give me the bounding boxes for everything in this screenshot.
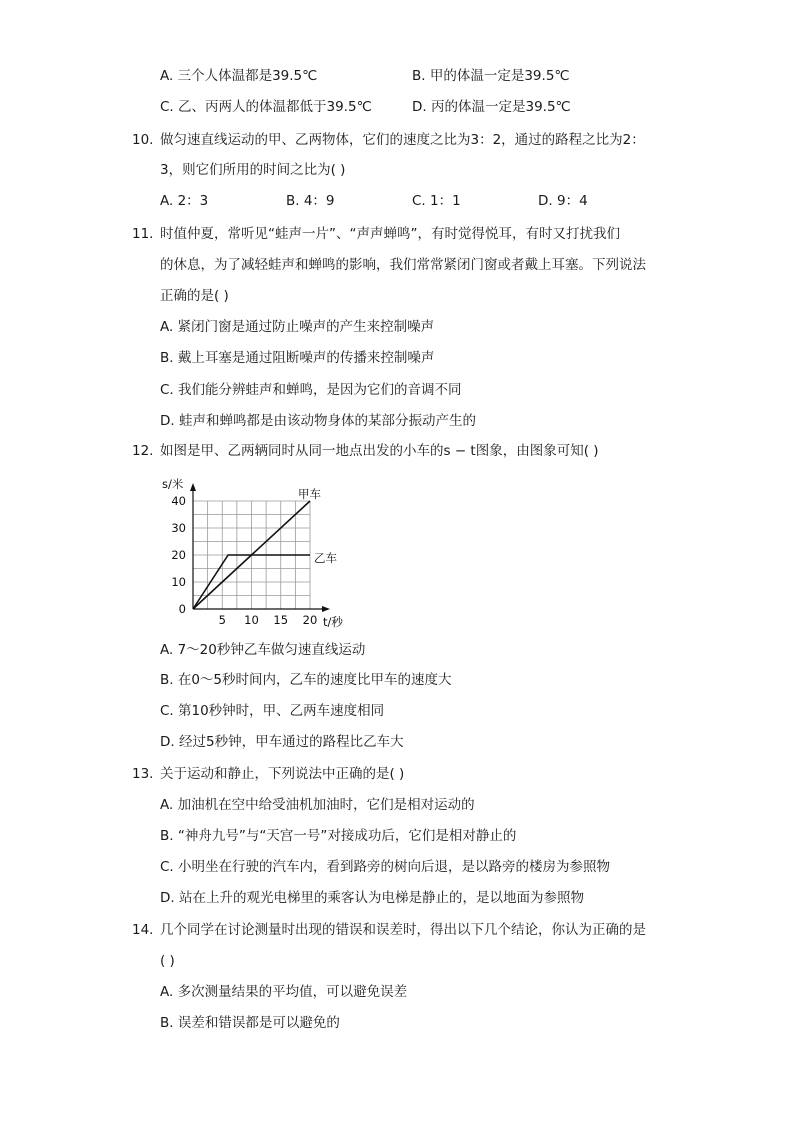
x-tick-label: 5 [218, 613, 226, 627]
q10-line-2: 3，则它们所用的时间之比为( ) [160, 162, 346, 178]
q12-option-c: C. 第10秒钟时，甲、乙两车速度相同 [160, 703, 385, 719]
q9-option-a: A. 三个人体温都是39.5℃ [160, 68, 318, 84]
q13-number: 13. [132, 766, 154, 782]
q12-option-b: B. 在0～5秒时间内，乙车的速度比甲车的速度大 [160, 672, 452, 688]
q9-option-c: C. 乙、丙两人的体温都低于39.5℃ [160, 99, 372, 115]
x-axis-arrow [322, 606, 330, 612]
x-axis-label: t/秒 [323, 615, 343, 629]
q11-option-c: C. 我们能分辨蛙声和蝉鸣，是因为它们的音调不同 [160, 382, 462, 398]
q10-option-b: B. 4：9 [286, 193, 335, 209]
q10-line-1: 做匀速直线运动的甲、乙两物体，它们的速度之比为3：2，通过的路程之比为2： [160, 132, 645, 148]
q10-option-a: A. 2：3 [160, 193, 209, 209]
q12-line-1: 如图是甲、乙两辆同时从同一地点出发的小车的s − t图象，由图象可知( ) [160, 443, 599, 459]
y-tick-label: 40 [171, 494, 186, 508]
q11-line-3: 正确的是( ) [160, 288, 229, 304]
st-chart [160, 474, 350, 634]
series-label-jia: 甲车 [298, 487, 321, 501]
q11-line-1: 时值仲夏，常听见“蛙声一片”、“声声蝉鸣”，有时觉得悦耳，有时又打扰我们 [160, 226, 620, 242]
y-axis-arrow [190, 483, 196, 491]
q13-option-d: D. 站在上升的观光电梯里的乘客认为电梯是静止的，是以地面为参照物 [160, 890, 584, 906]
y-tick-label: 30 [171, 521, 186, 535]
q11-line-2: 的休息，为了减轻蛙声和蝉鸣的影响，我们常常紧闭门窗或者戴上耳塞。下列说法 [160, 257, 646, 273]
series-label-yi: 乙车 [314, 551, 337, 565]
q12-option-a: A. 7～20秒钟乙车做匀速直线运动 [160, 642, 366, 658]
y-tick-label: 0 [178, 602, 186, 616]
q14-line-2: ( ) [160, 953, 175, 969]
q13-line-1: 关于运动和静止，下列说法中正确的是( ) [160, 766, 405, 782]
q14-number: 14. [132, 922, 154, 938]
y-tick-label: 20 [171, 548, 186, 562]
q9-option-d: D. 丙的体温一定是39.5℃ [412, 99, 571, 115]
x-tick-label: 15 [273, 613, 289, 627]
q11-option-a: A. 紧闭门窗是通过防止噪声的产生来控制噪声 [160, 319, 435, 335]
q11-option-b: B. 戴上耳塞是通过阻断噪声的传播来控制噪声 [160, 350, 435, 366]
q14-option-b: B. 误差和错误都是可以避免的 [160, 1015, 340, 1031]
q13-option-c: C. 小明坐在行驶的汽车内，看到路旁的树向后退，是以路旁的楼房为参照物 [160, 859, 611, 875]
q13-option-b: B. “神舟九号”与“天宫一号”对接成功后，它们是相对静止的 [160, 828, 517, 844]
q12-option-d: D. 经过5秒钟，甲车通过的路程比乙车大 [160, 734, 404, 750]
q12-number: 12. [132, 443, 154, 459]
q10-number: 10. [132, 132, 154, 148]
y-axis-label: s/米 [162, 477, 184, 491]
q13-option-a: A. 加油机在空中给受油机加油时，它们是相对运动的 [160, 797, 475, 813]
x-tick-label: 10 [244, 613, 259, 627]
y-tick-label: 10 [171, 575, 186, 589]
q14-option-a: A. 多次测量结果的平均值，可以避免误差 [160, 984, 408, 1000]
q10-option-d: D. 9：4 [538, 193, 588, 209]
x-tick-label: 20 [302, 613, 318, 627]
q9-option-b: B. 甲的体温一定是39.5℃ [412, 68, 570, 84]
q10-option-c: C. 1：1 [412, 193, 461, 209]
q14-line-1: 几个同学在讨论测量时出现的错误和误差时，得出以下几个结论，你认为正确的是 [160, 922, 646, 938]
q11-number: 11. [132, 226, 154, 242]
q11-option-d: D. 蛙声和蝉鸣都是由该动物身体的某部分振动产生的 [160, 413, 476, 429]
